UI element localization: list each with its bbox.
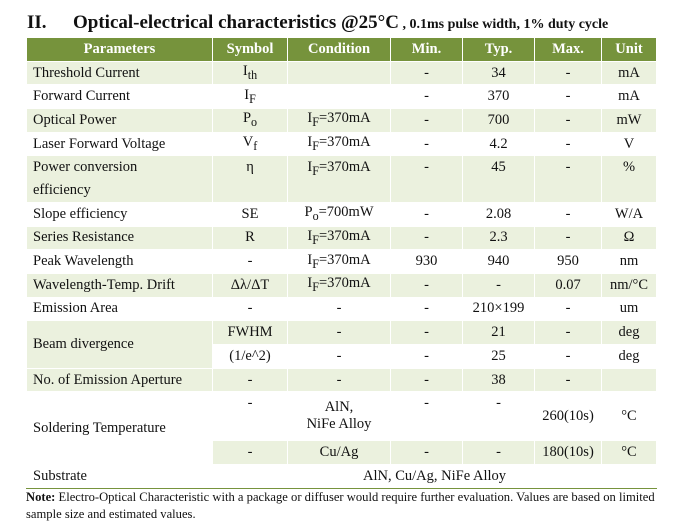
unit-cell: mW	[602, 109, 657, 133]
param-cell: Wavelength-Temp. Drift	[27, 273, 213, 297]
unit-cell: %	[602, 156, 657, 202]
condition-cell: -	[288, 297, 391, 321]
condition-cell: Cu/Ag	[288, 441, 391, 465]
unit-cell: °C	[602, 441, 657, 465]
min-cell: -	[391, 273, 463, 297]
min-cell: -	[391, 156, 463, 202]
symbol-cell: -	[213, 441, 288, 465]
symbol-cell: $V_f$	[213, 132, 288, 156]
unit-cell: °C	[602, 392, 657, 441]
symbol-cell: Δλ/ΔT	[213, 273, 288, 297]
table-row	[27, 202, 657, 226]
max-cell: -	[535, 156, 602, 202]
min-cell: -	[391, 109, 463, 133]
typ-cell: 38	[463, 368, 535, 392]
min-cell: -	[391, 85, 463, 109]
max-cell: 180(10s)	[535, 441, 602, 465]
param-cell: Series Resistance	[27, 226, 213, 250]
max-cell: -	[535, 321, 602, 345]
header-min: Min.	[391, 38, 463, 62]
symbol-cell: η	[213, 156, 288, 202]
header-parameters: Parameters	[27, 38, 213, 62]
symbol-cell: $I_{th}$	[213, 61, 288, 85]
condition-cell: -	[288, 344, 391, 368]
typ-cell: -	[463, 273, 535, 297]
title-main: Optical-electrical characteristics @25°C	[73, 12, 399, 33]
param-cell: Substrate	[27, 465, 213, 489]
param-cell: Slope efficiency	[27, 202, 213, 226]
table-row	[27, 273, 657, 297]
min-cell: 930	[391, 250, 463, 274]
unit-cell: Ω	[602, 226, 657, 250]
table-row	[27, 297, 657, 321]
min-cell: -	[391, 368, 463, 392]
typ-cell: 25	[463, 344, 535, 368]
min-cell: -	[391, 392, 463, 441]
table-row	[27, 250, 657, 274]
min-cell: -	[391, 344, 463, 368]
table-row	[27, 85, 657, 109]
max-cell: -	[535, 368, 602, 392]
min-cell: -	[391, 321, 463, 345]
header-symbol: Symbol	[213, 38, 288, 62]
header-unit: Unit	[602, 38, 657, 62]
typ-cell: 2.3	[463, 226, 535, 250]
min-cell: -	[391, 61, 463, 85]
header-max: Max.	[535, 38, 602, 62]
unit-cell: deg	[602, 321, 657, 345]
unit-cell	[602, 368, 657, 392]
condition-cell	[288, 85, 391, 109]
symbol-cell: $I_F$	[213, 85, 288, 109]
symbol-cell: (1/e^2)	[213, 344, 288, 368]
typ-cell: 940	[463, 250, 535, 274]
table-row	[27, 392, 657, 441]
max-cell: -	[535, 132, 602, 156]
header-typ: Typ.	[463, 38, 535, 62]
condition-cell: $I_F=370mA$	[288, 156, 391, 202]
condition-cell: -	[288, 368, 391, 392]
param-cell: Emission Area	[27, 297, 213, 321]
footnote	[26, 489, 666, 523]
symbol-cell: -	[213, 297, 288, 321]
note-label: Note:	[26, 490, 56, 504]
max-cell: -	[535, 61, 602, 85]
max-cell: -	[535, 202, 602, 226]
typ-cell: 45	[463, 156, 535, 202]
table-row	[27, 61, 657, 85]
header-condition: Condition	[288, 38, 391, 62]
param-cell: Soldering Temperature	[27, 392, 213, 465]
table-row	[27, 321, 657, 345]
typ-cell: 34	[463, 61, 535, 85]
unit-cell: mA	[602, 85, 657, 109]
substrate-value: AlN, Cu/Ag, NiFe Alloy	[213, 465, 657, 489]
table-row	[27, 109, 657, 133]
param-cell: No. of Emission Aperture	[27, 368, 213, 392]
table-row	[27, 368, 657, 392]
typ-cell: 4.2	[463, 132, 535, 156]
section-number: II.	[27, 12, 47, 33]
title-subtitle: , 0.1ms pulse width, 1% duty cycle	[398, 17, 609, 32]
min-cell: -	[391, 226, 463, 250]
param-cell: Forward Current	[27, 85, 213, 109]
max-cell: -	[535, 109, 602, 133]
symbol-cell: -	[213, 250, 288, 274]
section-title	[27, 10, 608, 38]
max-cell: -	[535, 344, 602, 368]
max-cell: -	[535, 85, 602, 109]
param-cell: Optical Power	[27, 109, 213, 133]
note-text: Electro-Optical Characteristic with a package or diffuser would require further evaluation. Values are based on limited sample size and estimated values.	[26, 490, 655, 521]
unit-cell: um	[602, 297, 657, 321]
unit-cell: nm	[602, 250, 657, 274]
condition-cell: $I_F=370mA$	[288, 250, 391, 274]
unit-cell: W/A	[602, 202, 657, 226]
typ-cell: 370	[463, 85, 535, 109]
symbol-cell: SE	[213, 202, 288, 226]
condition-cell: $I_F=370mA$	[288, 273, 391, 297]
param-cell: Threshold Current	[27, 61, 213, 85]
unit-cell: mA	[602, 61, 657, 85]
typ-cell: -	[463, 441, 535, 465]
param-cell: Laser Forward Voltage	[27, 132, 213, 156]
table-row	[27, 226, 657, 250]
table-row	[27, 132, 657, 156]
unit-cell: V	[602, 132, 657, 156]
symbol-cell: R	[213, 226, 288, 250]
max-cell: 950	[535, 250, 602, 274]
typ-cell: 210×199	[463, 297, 535, 321]
symbol-cell: -	[213, 392, 288, 441]
symbol-cell: $P_o$	[213, 109, 288, 133]
unit-cell: nm/°C	[602, 273, 657, 297]
typ-cell: -	[463, 392, 535, 441]
min-cell: -	[391, 202, 463, 226]
typ-cell: 700	[463, 109, 535, 133]
min-cell: -	[391, 441, 463, 465]
max-cell: 0.07	[535, 273, 602, 297]
min-cell: -	[391, 132, 463, 156]
param-cell: Power conversion efficiency	[27, 156, 213, 202]
param-cell: Beam divergence	[27, 321, 213, 368]
typ-cell: 21	[463, 321, 535, 345]
unit-cell: deg	[602, 344, 657, 368]
symbol-cell: FWHM	[213, 321, 288, 345]
condition-cell: $I_F=370mA$	[288, 132, 391, 156]
table-row	[27, 156, 657, 202]
condition-cell	[288, 61, 391, 85]
max-cell: 260(10s)	[535, 392, 602, 441]
condition-cell: $I_F=370mA$	[288, 109, 391, 133]
typ-cell: 2.08	[463, 202, 535, 226]
table-header-row	[27, 38, 657, 62]
condition-cell: $P_o=700mW$	[288, 202, 391, 226]
symbol-cell: -	[213, 368, 288, 392]
param-cell: Peak Wavelength	[27, 250, 213, 274]
max-cell: -	[535, 297, 602, 321]
max-cell: -	[535, 226, 602, 250]
characteristics-table	[26, 37, 657, 489]
table-row	[27, 465, 657, 489]
min-cell: -	[391, 297, 463, 321]
condition-cell: AlN, NiFe Alloy	[288, 392, 391, 441]
condition-cell: $I_F=370mA$	[288, 226, 391, 250]
condition-cell: -	[288, 321, 391, 345]
